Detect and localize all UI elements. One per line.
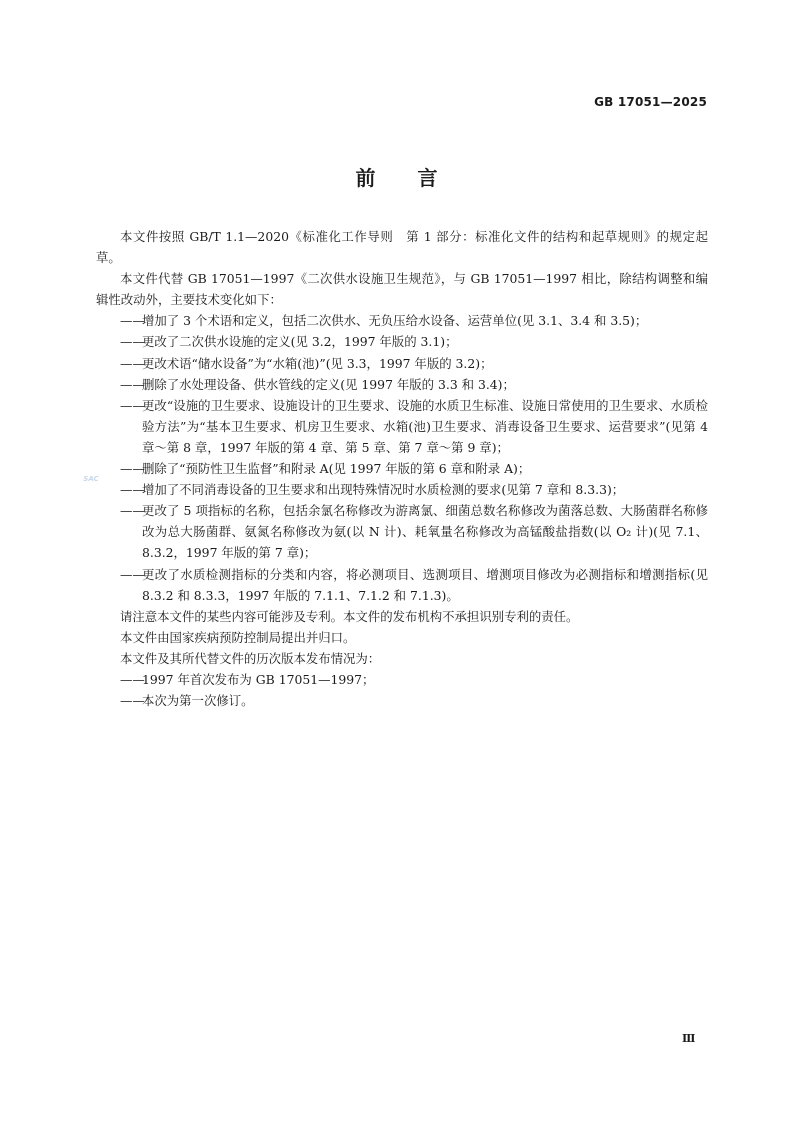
change-item-text: 更改术语“储水设备”为“水箱(池)”(见 3.3，1997 年版的 3.2)； — [142, 355, 493, 371]
paragraph-replacement: 本文件代替 GB 17051—1997《二次供水设施卫生规范》，与 GB 17051—1997 相比，除结构调整和编辑性改动外，主要技术变化如下： — [96, 271, 708, 308]
title-char-1: 前 — [355, 166, 376, 190]
change-item-text: 更改了 5 项指标的名称，包括余氯名称修改为游离氯、细菌总数名称修改为菌落总数、大肠菌群名称修改为总大肠菌群、氨氮名称修改为氨(以 N 计)、耗氧量名称修改为高锰酸盐指数(以 O₂ 计)(见 7.1、8.3.2，1997 年版的第 7 章)； — [142, 503, 708, 561]
page-title — [0, 162, 793, 191]
change-item — [96, 331, 708, 352]
history-item-text: 1997 年首次发布为 GB 17051—1997； — [142, 671, 375, 687]
change-item-text: 增加了不同消毒设备的卫生要求和出现特殊情况时水质检测的要求(见第 7 章和 8.3.3)； — [142, 482, 625, 498]
change-item — [96, 458, 708, 479]
paragraph-drafting-rules: 本文件按照 GB/T 1.1—2020《标准化工作导则 第 1 部分：标准化文件的结构和起草规则》的规定起草。 — [96, 229, 708, 266]
dash-marker: —— — [120, 482, 145, 498]
history-item — [96, 669, 708, 690]
dash-marker: —— — [120, 355, 145, 371]
change-item — [96, 353, 708, 374]
dash-marker: —— — [120, 313, 145, 329]
history-item — [96, 690, 708, 711]
dash-marker: —— — [120, 671, 145, 687]
change-item-text: 增加了 3 个术语和定义，包括二次供水、无负压给水设备、运营单位(见 3.1、3.4 和 3.5)； — [142, 313, 648, 329]
dash-marker: —— — [120, 503, 145, 519]
dash-marker: —— — [120, 461, 145, 477]
history-item-text: 本次为第一次修订。 — [142, 693, 254, 709]
change-item-text: 删除了水处理设备、供水管线的定义(见 1997 年版的 3.3 和 3.4)； — [142, 376, 515, 392]
paragraph-proposer: 本文件由国家疾病预防控制局提出并归口。 — [120, 629, 356, 645]
change-item-text: 更改“设施的卫生要求、设施设计的卫生要求、设施的水质卫生标准、设施日常使用的卫生要求、水质检验方法”为“基本卫生要求、机房卫生要求、水箱(池)卫生要求、消毒设备卫生要求、运营要求”(见第 4 章～第 8 章，1997 年版的第 4 章、第 5 章、第 7 章～第 9 章)； — [142, 397, 708, 455]
sac-watermark-logo: SAC — [83, 475, 99, 483]
change-item — [96, 395, 708, 458]
change-item — [96, 564, 708, 606]
change-item-text: 更改了水质检测指标的分类和内容，将必测项目、选测项目、增测项目修改为必测指标和增测指标(见 8.3.2 和 8.3.3，1997 年版的 7.1.1、7.1.2 和 7.1.3)。 — [142, 566, 708, 603]
title-char-2: 言 — [417, 166, 438, 190]
change-item — [96, 310, 708, 331]
standard-code: GB 17051—2025 — [594, 95, 707, 109]
paragraph-history-intro: 本文件及其所代替文件的历次版本发布情况为： — [120, 650, 381, 666]
change-item — [96, 374, 708, 395]
page-number: Ⅲ — [682, 1032, 695, 1045]
change-item — [96, 479, 708, 500]
foreword-body — [96, 226, 708, 711]
dash-marker: —— — [120, 693, 145, 709]
paragraph-patent-notice: 请注意本文件的某些内容可能涉及专利。本文件的发布机构不承担识别专利的责任。 — [120, 608, 579, 624]
dash-marker: —— — [120, 376, 145, 392]
change-item-text: 删除了“预防性卫生监督”和附录 A(见 1997 年版的第 6 章和附录 A)； — [142, 461, 531, 477]
change-item — [96, 500, 708, 563]
change-item-text: 更改了二次供水设施的定义(见 3.2，1997 年版的 3.1)； — [142, 334, 458, 350]
dash-marker: —— — [120, 334, 145, 350]
dash-marker: —— — [120, 397, 145, 413]
dash-marker: —— — [120, 566, 145, 582]
